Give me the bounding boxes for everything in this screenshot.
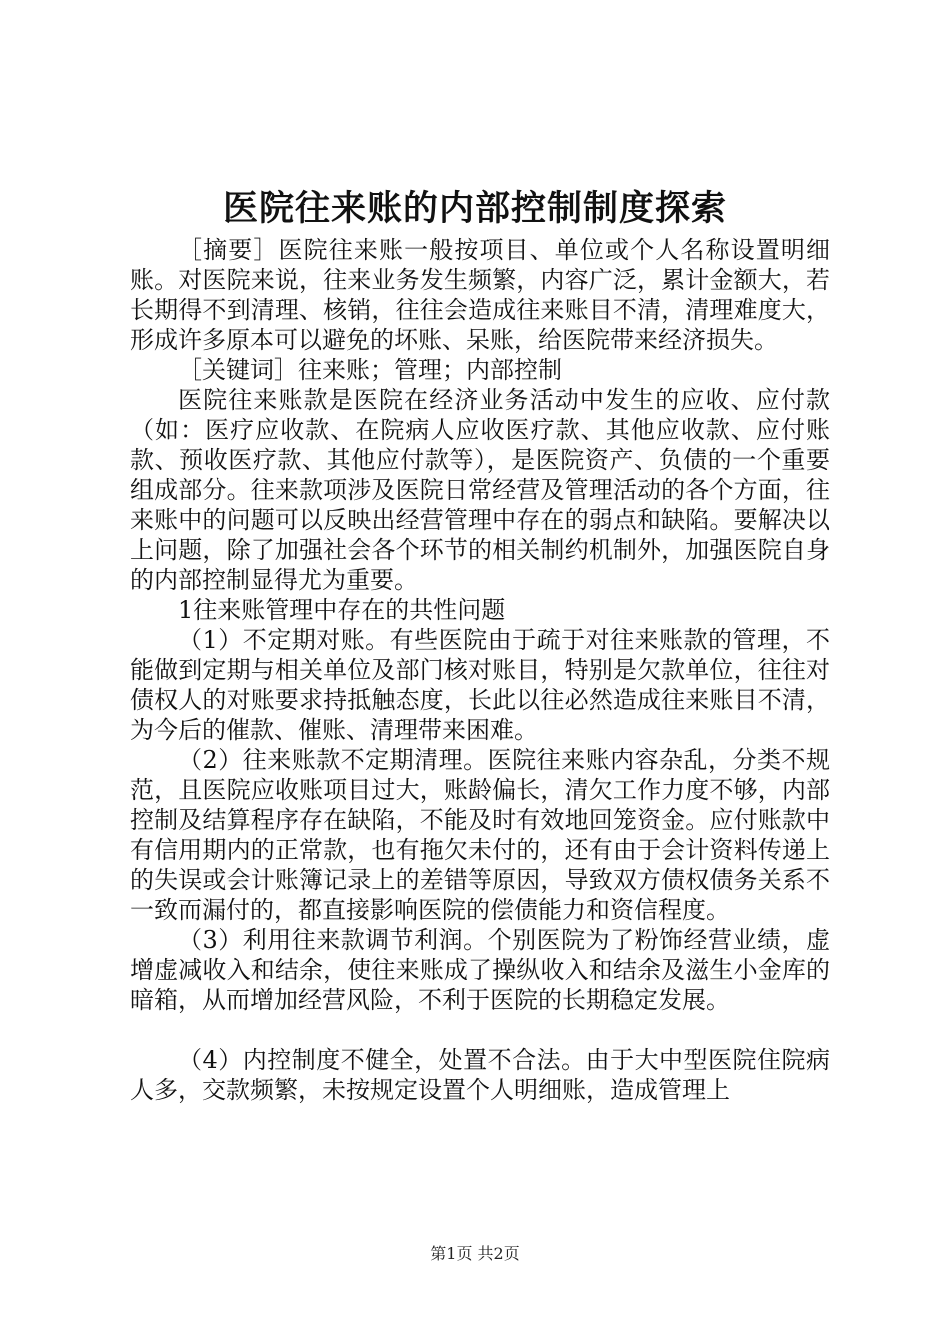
- document-body: [130, 235, 830, 1105]
- problem-3-paragraph: （3）利用往来款调节利润。个别医院为了粉饰经营业绩，虚增虚减收入和结余，使往来账成了操纵收入和结余及滋生小金库的暗箱，从而增加经营风险，不利于医院的长期稳定发展。: [130, 926, 830, 1014]
- section-heading: 1往来账管理中存在的共性问题: [178, 596, 506, 624]
- intro-paragraph: 医院往来账款是医院在经济业务活动中发生的应收、应付款（如：医疗应收款、在院病人应收医疗款、其他应收款、应付账款、预收医疗款、其他应付款等），是医院资产、负债的一个重要组成部分。往来款项涉及医院日常经营及管理活动的各个方面，往来账中的问题可以反映出经营管理中存在的弱点和缺陷。要解决以上问题，除了加强社会各个环节的相关制约机制外，加强医院自身的内部控制显得尤为重要。: [130, 386, 830, 594]
- page-title: 医院往来账的内部控制制度探索: [222, 188, 727, 229]
- keywords-paragraph: ［关键词］往来账；管理；内部控制: [178, 356, 562, 384]
- problem-1-paragraph: （1）不定期对账。有些医院由于疏于对往来账款的管理，不能做到定期与相关单位及部门核对账目，特别是欠款单位，往往对债权人的对账要求持抵触态度，长此以往必然造成往来账目不清，为今后的催款、催账、清理带来困难。: [130, 626, 830, 744]
- page-number: 第1页 共2页: [430, 1244, 520, 1263]
- problem-4-paragraph: （4）内控制度不健全，处置不合法。由于大中型医院住院病人多，交款频繁，未按规定设置个人明细账，造成管理上: [130, 1046, 830, 1104]
- abstract-paragraph: ［摘要］医院往来账一般按项目、单位或个人名称设置明细账。对医院来说，往来业务发生频繁，内容广泛，累计金额大，若长期得不到清理、核销，往往会造成往来账目不清，清理难度大，形成许多原本可以避免的坏账、呆账，给医院带来经济损失。: [130, 236, 830, 354]
- problem-2-paragraph: （2）往来账款不定期清理。医院往来账内容杂乱，分类不规范，且医院应收账项目过大，账龄偏长，清欠工作力度不够，内部控制及结算程序存在缺陷，不能及时有效地回笼资金。应付账款中有信用期内的正常款，也有拖欠未付的，还有由于会计资料传递上的失误或会计账簿记录上的差错等原因，导致双方债权债务关系不一致而漏付的，都直接影响医院的偿债能力和资信程度。: [130, 746, 830, 924]
